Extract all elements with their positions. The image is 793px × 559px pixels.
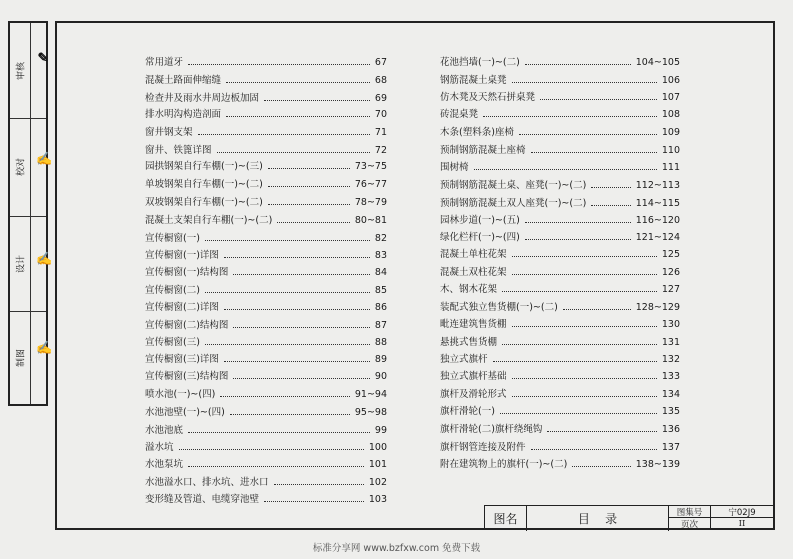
toc-entry bbox=[145, 454, 387, 470]
toc-entry bbox=[440, 349, 680, 365]
toc-leader-dots bbox=[233, 327, 369, 328]
toc-entry-title: 木、钢木花架 bbox=[440, 284, 498, 295]
toc-entry bbox=[145, 52, 387, 68]
toc-entry-page: 107 bbox=[661, 92, 680, 103]
toc-leader-dots bbox=[519, 134, 657, 135]
toc-entry-title: 窗井、铁篦详图 bbox=[145, 145, 212, 156]
toc-entry bbox=[440, 52, 680, 68]
toc-entry-page: 70 bbox=[374, 109, 387, 120]
toc-entry-title: 水池溢水口、排水坑、进水口 bbox=[145, 477, 269, 488]
toc-entry-title: 宣传橱窗(三)详图 bbox=[145, 354, 219, 365]
toc-leader-dots bbox=[198, 134, 370, 135]
toc-entry-title: 预制钢筋混凝土双人座凳(一)~(二) bbox=[440, 198, 587, 209]
signature-review: ✎ bbox=[37, 51, 49, 66]
toc-entry bbox=[145, 174, 387, 190]
toc-entry bbox=[145, 472, 387, 488]
toc-entry bbox=[440, 244, 680, 260]
toc-entry-page: 130 bbox=[661, 319, 680, 330]
toc-entry-title: 砖混桌凳 bbox=[440, 109, 479, 120]
toc-entry-title: 宣传橱窗(三) bbox=[145, 337, 200, 348]
toc-entry bbox=[145, 349, 387, 365]
approval-label-review: 审核 bbox=[16, 61, 27, 80]
toc-entry bbox=[440, 193, 680, 209]
toc-entry-page: 78~79 bbox=[354, 197, 387, 208]
toc-entry-title: 仿木凳及天然石拼桌凳 bbox=[440, 92, 536, 103]
approval-label-design: 设计 bbox=[16, 254, 27, 273]
toc-leader-dots bbox=[220, 396, 350, 397]
toc-entry bbox=[145, 402, 387, 418]
toc-entry bbox=[440, 314, 680, 330]
toc-entry-title: 钢筋混凝土桌凳 bbox=[440, 75, 507, 86]
toc-entry bbox=[440, 140, 680, 156]
toc-entry-page: 83 bbox=[374, 250, 387, 261]
toc-entry-page: 69 bbox=[374, 93, 387, 104]
toc-entry-page: 82 bbox=[374, 233, 387, 244]
toc-leader-dots bbox=[525, 239, 631, 240]
toc-leader-dots bbox=[525, 222, 631, 223]
toc-entry bbox=[440, 279, 680, 295]
toc-leader-dots bbox=[226, 116, 370, 117]
toc-entry bbox=[440, 227, 680, 243]
toc-entry bbox=[440, 104, 680, 120]
toc-entry-title: 混凝土支架自行车棚(一)~(二) bbox=[145, 215, 273, 226]
toc-entry-page: 112~113 bbox=[635, 180, 680, 191]
toc-entry bbox=[145, 156, 387, 172]
toc-leader-dots bbox=[224, 361, 370, 362]
toc-leader-dots bbox=[591, 205, 630, 206]
toc-entry-title: 双坡钢架自行车棚(一)~(二) bbox=[145, 197, 263, 208]
toc-entry-page: 134 bbox=[661, 389, 680, 400]
toc-entry-page: 67 bbox=[374, 57, 387, 68]
toc-entry bbox=[440, 122, 680, 138]
toc-entry bbox=[145, 88, 387, 104]
toc-entry-title: 变形缝及管道、电缆穿池壁 bbox=[145, 494, 260, 505]
toc-entry-title: 旗杆滑轮(二)旗杆绕绳钩 bbox=[440, 424, 543, 435]
toc-entry-page: 133 bbox=[661, 371, 680, 382]
toc-entry bbox=[145, 70, 387, 86]
toc-entry-title: 预制钢筋混凝土座椅 bbox=[440, 145, 526, 156]
toc-entry bbox=[440, 262, 680, 278]
toc-entry-title: 预制钢筋混凝土桌、座凳(一)~(二) bbox=[440, 180, 587, 191]
toc-entry-page: 132 bbox=[661, 354, 680, 365]
toc-entry-page: 90 bbox=[374, 371, 387, 382]
toc-entry bbox=[145, 228, 387, 244]
toc-entry-page: 121~124 bbox=[635, 232, 680, 243]
toc-entry-page: 80~81 bbox=[354, 215, 387, 226]
toc-entry bbox=[440, 419, 680, 435]
toc-entry-title: 宣传橱窗(二)详图 bbox=[145, 302, 219, 313]
toc-leader-dots bbox=[264, 100, 370, 101]
toc-entry bbox=[145, 245, 387, 261]
toc-leader-dots bbox=[264, 501, 364, 502]
toc-entry-title: 水池池底 bbox=[145, 425, 184, 436]
toc-entry-page: 85 bbox=[374, 285, 387, 296]
toc-entry bbox=[440, 210, 680, 226]
toc-entry bbox=[440, 70, 680, 86]
drawing-title: 目 录 bbox=[527, 506, 669, 531]
toc-entry-title: 旗杆滑轮(一) bbox=[440, 406, 495, 417]
toc-leader-dots bbox=[268, 186, 350, 187]
title-label: 图名 bbox=[485, 506, 527, 531]
toc-entry-page: 102 bbox=[368, 477, 387, 488]
signature-design: ✍ bbox=[36, 252, 53, 267]
approval-cell-check bbox=[10, 118, 53, 217]
toc-entry-page: 87 bbox=[374, 320, 387, 331]
toc-entry bbox=[440, 297, 680, 313]
toc-entry-page: 95~98 bbox=[354, 407, 387, 418]
toc-leader-dots bbox=[512, 326, 657, 327]
toc-entry-title: 宣传橱窗(二) bbox=[145, 285, 200, 296]
footer-watermark: 标准分享网 www.bzfxw.com 免费下载 bbox=[312, 543, 481, 554]
toc-entry-title: 溢水坑 bbox=[145, 442, 174, 453]
toc-entry-page: 106 bbox=[661, 75, 680, 86]
toc-leader-dots bbox=[217, 152, 370, 153]
toc-entry-page: 108 bbox=[661, 109, 680, 120]
approval-cell-draw bbox=[10, 311, 53, 404]
toc-leader-dots bbox=[547, 431, 656, 432]
toc-entry bbox=[440, 157, 680, 173]
toc-leader-dots bbox=[483, 116, 657, 117]
toc-entry-page: 101 bbox=[368, 459, 387, 470]
toc-entry-title: 旗杆及滑轮形式 bbox=[440, 389, 507, 400]
toc-entry-title: 独立式旗杆基础 bbox=[440, 371, 507, 382]
toc-entry bbox=[145, 104, 387, 120]
toc-leader-dots bbox=[179, 449, 364, 450]
toc-entry-page: 110 bbox=[661, 145, 680, 156]
toc-entry-page: 99 bbox=[374, 425, 387, 436]
toc-leader-dots bbox=[205, 344, 370, 345]
toc-entry-title: 木条(塑料条)座椅 bbox=[440, 127, 514, 138]
page-no-value: II bbox=[738, 519, 746, 529]
toc-entry-title: 旗杆钢管连接及附件 bbox=[440, 442, 526, 453]
toc-leader-dots bbox=[493, 361, 657, 362]
toc-entry-page: 114~115 bbox=[635, 198, 680, 209]
title-block bbox=[484, 505, 775, 530]
toc-entry bbox=[145, 297, 387, 313]
toc-entry-title: 窗井钢支架 bbox=[145, 127, 193, 138]
toc-leader-dots bbox=[572, 466, 630, 467]
toc-entry-title: 宣传橱窗(一)详图 bbox=[145, 250, 219, 261]
signature-check: ✍ bbox=[36, 152, 53, 167]
toc-entry bbox=[145, 280, 387, 296]
toc-entry-title: 附在建筑物上的旗杆(一)~(二) bbox=[440, 459, 568, 470]
toc-leader-dots bbox=[268, 204, 350, 205]
toc-entry bbox=[440, 366, 680, 382]
toc-entry-page: 84 bbox=[374, 267, 387, 278]
toc-entry-page: 137 bbox=[661, 442, 680, 453]
toc-leader-dots bbox=[502, 291, 657, 292]
toc-entry-page: 131 bbox=[661, 337, 680, 348]
toc-entry bbox=[440, 384, 680, 400]
toc-leader-dots bbox=[591, 187, 630, 188]
toc-entry-title: 独立式旗杆 bbox=[440, 354, 488, 365]
toc-entry-title: 常用道牙 bbox=[145, 57, 184, 68]
toc-entry-title: 园拱钢架自行车棚(一)~(三) bbox=[145, 161, 263, 172]
toc-leader-dots bbox=[512, 274, 657, 275]
atlas-no-label: 图集号 bbox=[669, 506, 711, 518]
toc-leader-dots bbox=[188, 432, 370, 433]
toc-entry-page: 86 bbox=[374, 302, 387, 313]
approval-cell-review bbox=[10, 23, 49, 119]
toc-entry-page: 109 bbox=[661, 127, 680, 138]
toc-leader-dots bbox=[233, 378, 369, 379]
toc-entry-page: 76~77 bbox=[354, 179, 387, 190]
atlas-no-value: 宁02J9 bbox=[711, 506, 773, 518]
toc-entry-title: 宣传橱窗(三)结构图 bbox=[145, 371, 229, 382]
toc-entry bbox=[440, 454, 680, 470]
toc-leader-dots bbox=[205, 292, 370, 293]
toc-entry-page: 100 bbox=[368, 442, 387, 453]
toc-entry bbox=[145, 420, 387, 436]
toc-entry-title: 宣传橱窗(一) bbox=[145, 233, 200, 244]
toc-entry bbox=[440, 175, 680, 191]
page-no-label: 页次 bbox=[669, 518, 711, 530]
toc-leader-dots bbox=[500, 413, 657, 414]
toc-leader-dots bbox=[474, 169, 657, 170]
toc-entry-page: 136 bbox=[661, 424, 680, 435]
toc-entry-title: 混凝土路面伸缩缝 bbox=[145, 75, 222, 86]
toc-leader-dots bbox=[188, 64, 370, 65]
toc-entry-page: 127 bbox=[661, 284, 680, 295]
toc-leader-dots bbox=[226, 82, 370, 83]
toc-entry bbox=[145, 384, 387, 400]
toc-entry-page: 73~75 bbox=[354, 161, 387, 172]
toc-entry-title: 喷水池(一)~(四) bbox=[145, 389, 216, 400]
toc-entry-title: 水池泵坑 bbox=[145, 459, 184, 470]
toc-entry-page: 88 bbox=[374, 337, 387, 348]
toc-entry-title: 水池池壁(一)~(四) bbox=[145, 407, 225, 418]
approval-cell-design bbox=[10, 216, 53, 312]
toc-entry bbox=[440, 332, 680, 348]
toc-leader-dots bbox=[512, 378, 657, 379]
toc-leader-dots bbox=[540, 99, 657, 100]
toc-entry-page: 111 bbox=[661, 162, 680, 173]
toc-entry-title: 围树椅 bbox=[440, 162, 469, 173]
toc-entry-page: 91~94 bbox=[354, 389, 387, 400]
toc-leader-dots bbox=[512, 256, 657, 257]
toc-entry-page: 116~120 bbox=[635, 215, 680, 226]
toc-leader-dots bbox=[224, 309, 370, 310]
toc-entry bbox=[440, 401, 680, 417]
toc-entry bbox=[145, 262, 387, 278]
toc-entry-page: 126 bbox=[661, 267, 680, 278]
toc-leader-dots bbox=[274, 484, 364, 485]
toc-entry-title: 宣传橱窗(二)结构图 bbox=[145, 320, 229, 331]
toc-entry-title: 悬挑式售货棚 bbox=[440, 337, 498, 348]
toc-entry-title: 毗连建筑售货棚 bbox=[440, 319, 507, 330]
toc-entry bbox=[145, 489, 387, 505]
toc-entry-page: 71 bbox=[374, 127, 387, 138]
toc-entry-page: 125 bbox=[661, 249, 680, 260]
toc-entry-title: 检查井及雨水井周边板加固 bbox=[145, 93, 260, 104]
toc-entry-title: 单坡钢架自行车棚(一)~(二) bbox=[145, 179, 263, 190]
toc-leader-dots bbox=[233, 274, 369, 275]
approval-strip bbox=[8, 21, 53, 406]
toc-entry-page: 104~105 bbox=[635, 57, 680, 68]
toc-entry bbox=[145, 140, 387, 156]
toc-entry-page: 128~129 bbox=[635, 302, 680, 313]
toc-entry-page: 103 bbox=[368, 494, 387, 505]
toc-entry bbox=[145, 210, 387, 226]
toc-entry-title: 装配式独立售货棚(一)~(二) bbox=[440, 302, 558, 313]
toc-entry-page: 89 bbox=[374, 354, 387, 365]
toc-entry bbox=[145, 366, 387, 382]
toc-entry-title: 混凝土双柱花架 bbox=[440, 267, 507, 278]
toc-entry-page: 72 bbox=[374, 145, 387, 156]
toc-leader-dots bbox=[525, 64, 631, 65]
toc-entry-title: 宣传橱窗(一)结构图 bbox=[145, 267, 229, 278]
toc-leader-dots bbox=[205, 240, 370, 241]
approval-label-check: 校对 bbox=[16, 157, 27, 177]
toc-entry bbox=[145, 332, 387, 348]
toc-entry bbox=[145, 437, 387, 453]
toc-entry bbox=[440, 87, 680, 103]
toc-entry bbox=[145, 192, 387, 208]
toc-leader-dots bbox=[512, 396, 657, 397]
toc-entry-title: 排水明沟构造剖面 bbox=[145, 109, 222, 120]
toc-entry-title: 园林步道(一)~(五) bbox=[440, 215, 520, 226]
toc-entry bbox=[145, 122, 387, 138]
toc-entry-title: 混凝土单柱花架 bbox=[440, 249, 507, 260]
toc-leader-dots bbox=[502, 344, 657, 345]
toc-leader-dots bbox=[531, 152, 657, 153]
toc-leader-dots bbox=[531, 449, 657, 450]
toc-leader-dots bbox=[230, 414, 350, 415]
toc-entry-title: 绿化栏杆(一)~(四) bbox=[440, 232, 520, 243]
toc-leader-dots bbox=[277, 222, 350, 223]
toc-leader-dots bbox=[512, 82, 657, 83]
toc-leader-dots bbox=[224, 257, 370, 258]
toc-entry-page: 68 bbox=[374, 75, 387, 86]
toc-entry-title: 花池挡墙(一)~(二) bbox=[440, 57, 520, 68]
toc-entry bbox=[145, 315, 387, 331]
toc-entry bbox=[440, 437, 680, 453]
approval-label-draw: 制图 bbox=[16, 348, 27, 367]
signature-draw: ✍ bbox=[36, 341, 53, 356]
toc-leader-dots bbox=[268, 168, 350, 169]
toc-leader-dots bbox=[188, 466, 364, 467]
toc-entry-page: 138~139 bbox=[635, 459, 680, 470]
toc-entry-page: 135 bbox=[661, 406, 680, 417]
toc-leader-dots bbox=[563, 309, 631, 310]
